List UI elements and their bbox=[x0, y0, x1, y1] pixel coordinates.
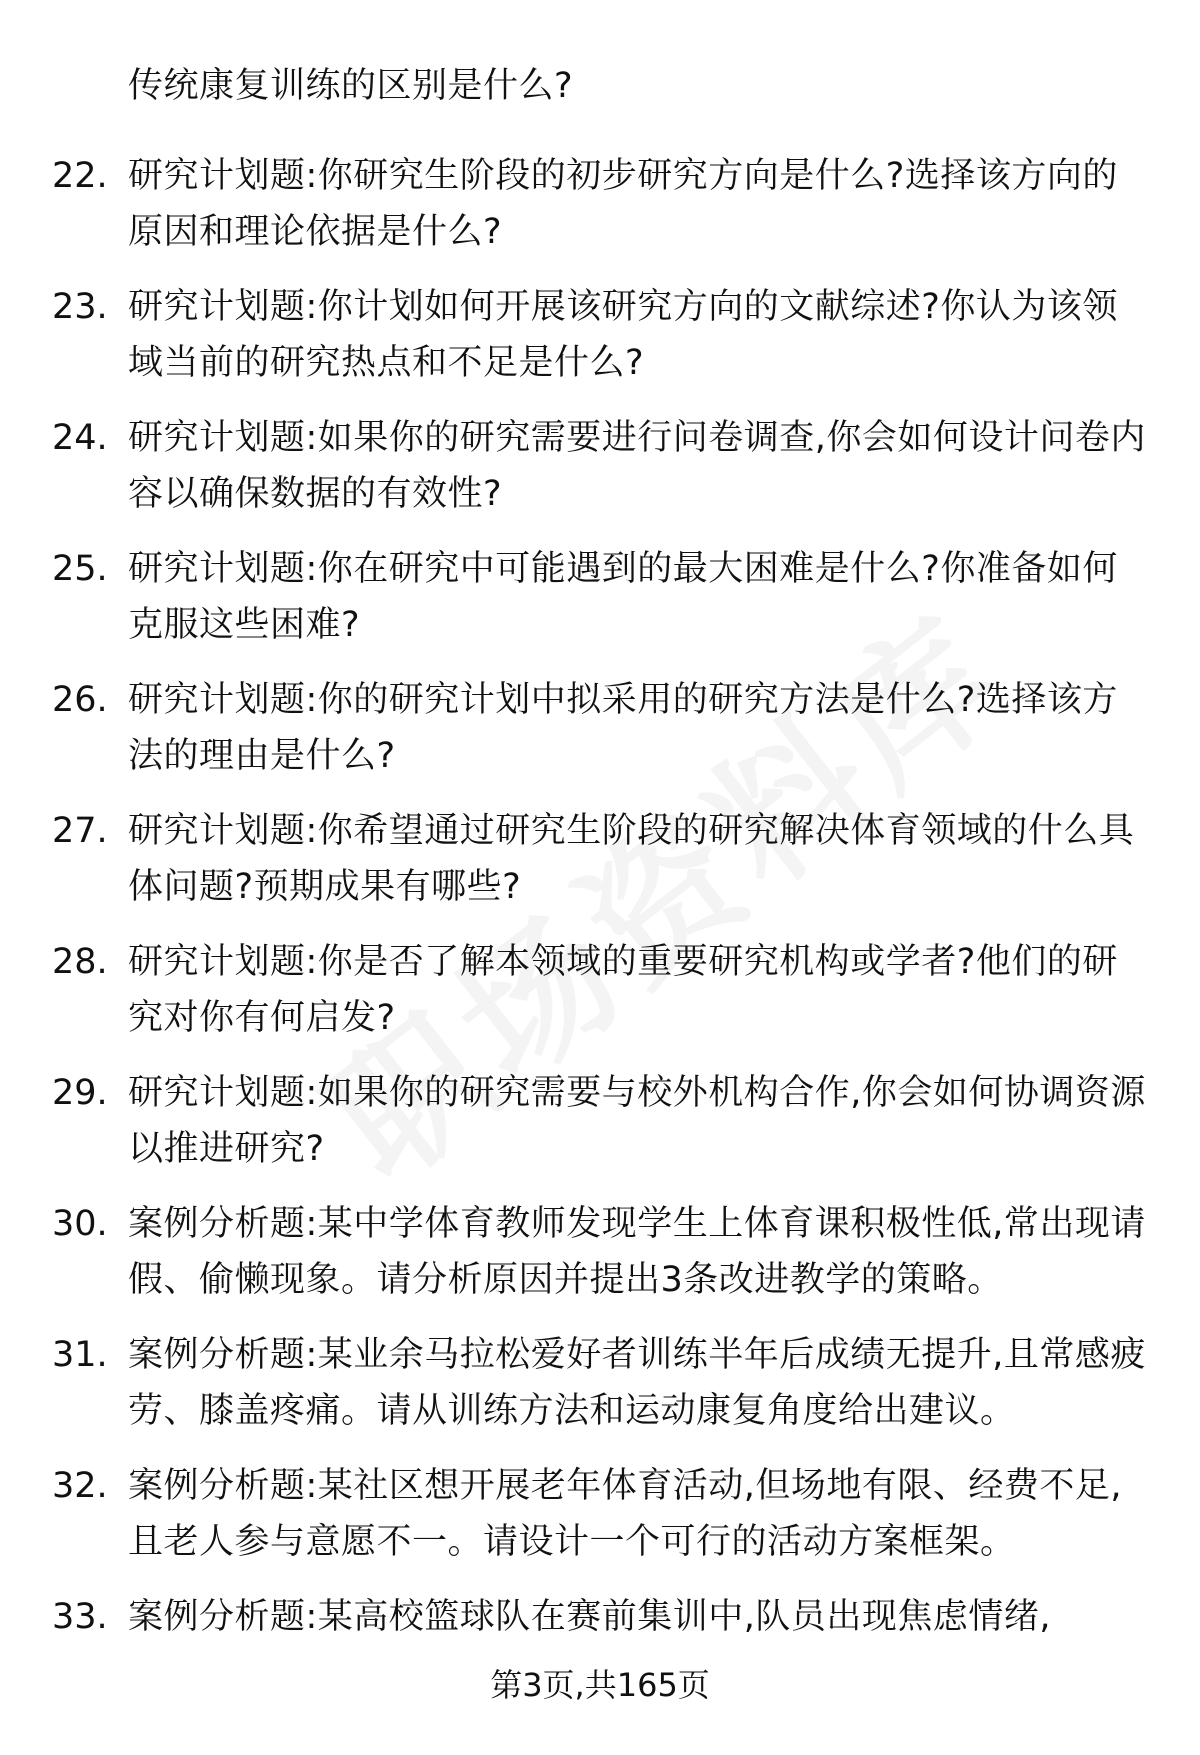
question-number: 30. bbox=[52, 1204, 108, 1244]
question-text: 案例分析题:某业余马拉松爱好者训练半年后成绩无提升,且常感疲劳、膝盖疼痛。请从训练方法和运动康复角度给出建议。 bbox=[128, 1335, 1146, 1431]
question-number: 28. bbox=[52, 942, 108, 982]
question-number: 26. bbox=[52, 680, 108, 720]
question-item bbox=[0, 410, 1200, 522]
question-item bbox=[0, 148, 1200, 260]
question-number: 33. bbox=[52, 1597, 108, 1637]
question-number: 24. bbox=[52, 418, 108, 458]
question-text: 研究计划题:你计划如何开展该研究方向的文献综述?你认为该领域当前的研究热点和不足是什么? bbox=[128, 287, 1118, 383]
question-number: 27. bbox=[52, 811, 108, 851]
question-text: 案例分析题:某社区想开展老年体育活动,但场地有限、经费不足,且老人参与意愿不一。请设计一个可行的活动方案框架。 bbox=[128, 1466, 1123, 1562]
question-number: 23. bbox=[52, 287, 108, 327]
question-item bbox=[0, 279, 1200, 391]
question-number: 25. bbox=[52, 549, 108, 589]
question-text: 研究计划题:如果你的研究需要与校外机构合作,你会如何协调资源以推进研究? bbox=[128, 1073, 1146, 1169]
question-item bbox=[0, 934, 1200, 1046]
page-footer: 第3页,共165页 bbox=[490, 1666, 710, 1704]
question-number: 31. bbox=[52, 1335, 108, 1375]
question-item bbox=[0, 1458, 1200, 1570]
question-number: 32. bbox=[52, 1466, 108, 1506]
question-item bbox=[0, 672, 1200, 784]
question-item bbox=[0, 1327, 1200, 1439]
continued-question-text: 传统康复训练的区别是什么? bbox=[128, 66, 574, 106]
question-text: 研究计划题:你希望通过研究生阶段的研究解决体育领域的什么具体问题?预期成果有哪些? bbox=[128, 811, 1135, 907]
question-item bbox=[0, 1196, 1200, 1308]
question-text: 研究计划题:你的研究计划中拟采用的研究方法是什么?选择该方法的理由是什么? bbox=[128, 680, 1118, 776]
question-text: 研究计划题:如果你的研究需要进行问卷调查,你会如何设计问卷内容以确保数据的有效性? bbox=[128, 418, 1146, 514]
question-item bbox=[0, 803, 1200, 915]
question-number: 22. bbox=[52, 156, 108, 196]
question-text: 研究计划题:你是否了解本领域的重要研究机构或学者?他们的研究对你有何启发? bbox=[128, 942, 1118, 1038]
question-text: 研究计划题:你研究生阶段的初步研究方向是什么?选择该方向的原因和理论依据是什么? bbox=[128, 156, 1118, 252]
question-number: 29. bbox=[52, 1073, 108, 1113]
question-text: 案例分析题:某高校篮球队在赛前集训中,队员出现焦虑情绪, bbox=[128, 1597, 1052, 1637]
question-text: 案例分析题:某中学体育教师发现学生上体育课积极性低,常出现请假、偷懒现象。请分析原因并提出3条改进教学的策略。 bbox=[128, 1204, 1146, 1300]
question-list bbox=[0, 148, 1200, 1720]
question-item bbox=[0, 1065, 1200, 1177]
question-text: 研究计划题:你在研究中可能遇到的最大困难是什么?你准备如何克服这些困难? bbox=[128, 549, 1118, 645]
question-item bbox=[0, 541, 1200, 653]
